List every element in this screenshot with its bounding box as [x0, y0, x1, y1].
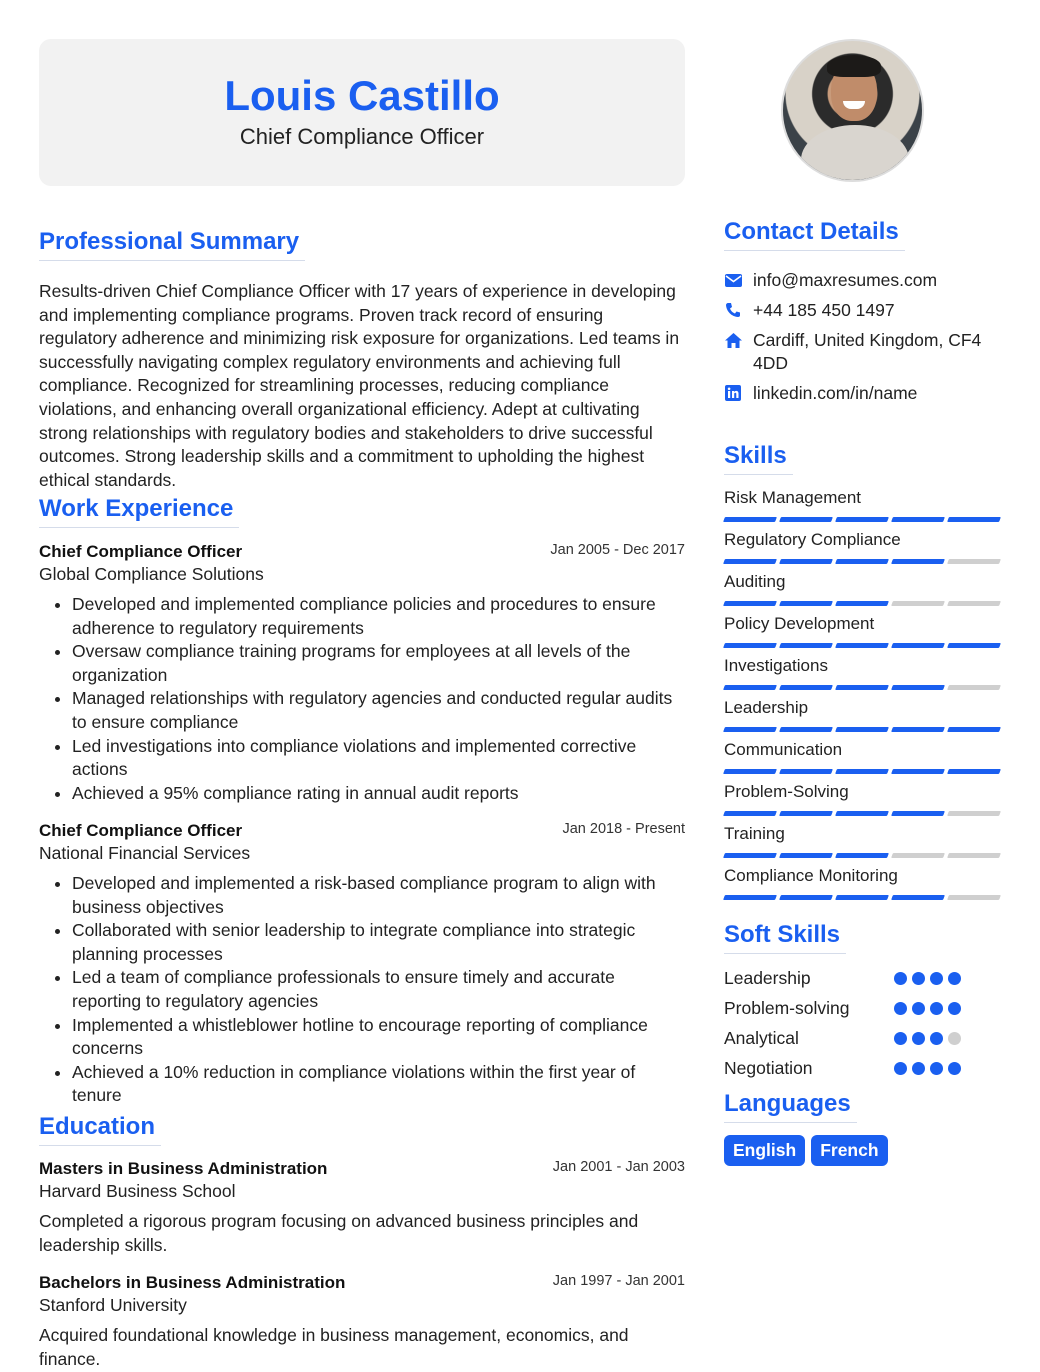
skill-level-segment [835, 517, 889, 522]
job-bullet: • Led a team of compliance professionals to ensure timely and accurate reporting to regulatory agencies [72, 966, 685, 1013]
soft-skills-heading: Soft Skills [724, 921, 846, 954]
rating-dot [912, 1002, 925, 1015]
skill-name: Leadership [724, 698, 809, 717]
skill-level-segment [835, 685, 889, 690]
skill-level-segment [723, 685, 777, 690]
skill-level-segment [723, 559, 777, 564]
skill-level-bar [724, 643, 1004, 648]
skill-name: Compliance Monitoring [724, 866, 898, 885]
skill-name: Training [724, 824, 785, 843]
rating-dot [912, 1032, 925, 1045]
skill-level-segment [723, 727, 777, 732]
summary-text: Results-driven Chief Compliance Officer with 17 years of experience in developing and implementing compliance programs. Proven track record of ensuring regulatory adherence and minimizing risk exposure for organizations. Led teams in successfully navigating complex regulatory environments and achieving full compliance. Recognized for streamlining processes, reducing compliance violations, and enhancing overall organizational efficiency. Adept at cultivating strong relationships with regulatory bodies and stakeholders to drive successful outcomes. Strong leadership skills and a commitment to upholding the highest ethical standards. [39, 281, 680, 490]
linkedin-icon [724, 384, 742, 402]
education-section [39, 1113, 161, 1146]
job-bullets [39, 593, 685, 805]
skill-level-segment [891, 769, 945, 774]
skill-level-segment [947, 727, 1001, 732]
skill-level-bar [724, 601, 1004, 606]
soft-skill-rating [894, 972, 980, 985]
skill-level-segment [835, 853, 889, 858]
rating-dot [912, 1062, 925, 1075]
skill-item [724, 866, 1004, 900]
skill-level-segment [779, 643, 833, 648]
skill-level-segment [779, 685, 833, 690]
rating-dot [948, 1062, 961, 1075]
skill-level-bar [724, 517, 1004, 522]
skill-level-bar [724, 769, 1004, 774]
soft-skill-name: Problem-solving [724, 997, 850, 1018]
job-bullet: • Collaborated with senior leadership to integrate compliance into strategic planning processes [72, 919, 685, 966]
skill-level-segment [779, 811, 833, 816]
skill-name: Regulatory Compliance [724, 530, 901, 549]
contact-address [724, 329, 1004, 375]
degree-title: Masters in Business Administration [39, 1159, 328, 1178]
skill-item [724, 488, 1004, 522]
language-tag: French [811, 1135, 887, 1166]
soft-skills-list [724, 963, 980, 1083]
resume-header [39, 39, 685, 186]
skill-level-bar [724, 727, 1004, 732]
skill-item [724, 530, 1004, 564]
skill-level-segment [723, 811, 777, 816]
skill-level-segment [947, 643, 1001, 648]
rating-dot [894, 1062, 907, 1075]
skill-item [724, 824, 1004, 858]
skill-level-segment [835, 769, 889, 774]
skill-item [724, 572, 1004, 606]
job-entry [39, 542, 685, 805]
degree-title: Bachelors in Business Administration [39, 1273, 346, 1292]
phone-text: +44 185 450 1497 [753, 300, 895, 320]
skill-level-segment [947, 601, 1001, 606]
job-bullet: • Achieved a 95% compliance rating in annual audit reports [72, 782, 685, 806]
skill-level-segment [723, 769, 777, 774]
skill-level-segment [835, 643, 889, 648]
job-title: Chief Compliance Officer [39, 542, 243, 561]
skill-level-segment [835, 559, 889, 564]
experience-heading: Work Experience [39, 495, 239, 528]
rating-dot [948, 1002, 961, 1015]
skill-level-bar [724, 685, 1004, 690]
rating-dot [930, 1002, 943, 1015]
languages-section [724, 1090, 857, 1123]
soft-skill-name: Leadership [724, 967, 811, 988]
rating-dot [930, 1062, 943, 1075]
skill-item [724, 740, 1004, 774]
rating-dot [930, 972, 943, 985]
soft-skill-item [724, 993, 980, 1023]
skill-level-segment [891, 601, 945, 606]
contact-heading: Contact Details [724, 218, 905, 251]
skill-level-segment [723, 601, 777, 606]
job-company: Global Compliance Solutions [39, 564, 264, 584]
skill-level-segment [835, 811, 889, 816]
soft-skill-item [724, 963, 980, 993]
skill-level-segment [891, 685, 945, 690]
skill-name: Auditing [724, 572, 786, 591]
soft-skill-rating [894, 1002, 980, 1015]
job-bullet: • Managed relationships with regulatory agencies and conducted regular audits to ensure compliance [72, 687, 685, 734]
education-heading: Education [39, 1113, 161, 1146]
rating-dot [894, 1032, 907, 1045]
candidate-name: Louis Castillo [224, 72, 500, 119]
address-text: Cardiff, United Kingdom, CF4 4DD [753, 330, 982, 373]
skill-level-segment [947, 895, 1001, 900]
skill-level-segment [779, 769, 833, 774]
skill-level-segment [891, 559, 945, 564]
profile-photo [781, 39, 924, 182]
skill-level-segment [947, 559, 1001, 564]
rating-dot [894, 972, 907, 985]
education-entry [39, 1159, 685, 1257]
skill-name: Problem-Solving [724, 782, 849, 801]
skill-level-segment [835, 727, 889, 732]
contact-list [724, 269, 1004, 412]
skill-level-segment [723, 643, 777, 648]
skill-level-segment [835, 895, 889, 900]
skill-level-segment [947, 811, 1001, 816]
rating-dot [894, 1002, 907, 1015]
education-date: Jan 1997 - Jan 2001 [552, 1273, 685, 1289]
candidate-title: Chief Compliance Officer [239, 124, 485, 149]
skill-level-segment [723, 517, 777, 522]
skill-level-segment [835, 601, 889, 606]
rating-dot [948, 1032, 961, 1045]
job-entry [39, 821, 685, 1108]
school-name: Harvard Business School [39, 1181, 236, 1201]
skill-level-segment [779, 559, 833, 564]
job-bullet: • Achieved a 10% reduction in compliance violations within the first year of tenure [72, 1061, 685, 1108]
job-bullet: • Developed and implemented a risk-based compliance program to align with business objectives [72, 872, 685, 919]
soft-skill-rating [894, 1032, 980, 1045]
skill-level-segment [891, 517, 945, 522]
skills-heading: Skills [724, 442, 793, 475]
job-date: Jan 2005 - Dec 2017 [550, 542, 685, 558]
job-bullet: • Led investigations into compliance violations and implemented corrective actions [72, 735, 685, 782]
skill-item [724, 782, 1004, 816]
skill-level-segment [947, 517, 1001, 522]
languages-heading: Languages [724, 1090, 857, 1123]
skill-level-segment [779, 853, 833, 858]
job-title: Chief Compliance Officer [39, 821, 243, 840]
soft-skill-rating [894, 1062, 980, 1075]
education-entry [39, 1273, 685, 1371]
skill-item [724, 614, 1004, 648]
contact-email[interactable] [724, 269, 1004, 292]
contact-linkedin[interactable] [724, 382, 1004, 405]
phone-icon [724, 301, 742, 319]
envelope-icon [724, 271, 742, 289]
skills-section [724, 442, 793, 475]
soft-skill-name: Negotiation [724, 1057, 813, 1078]
skill-level-segment [779, 517, 833, 522]
job-bullet: • Oversaw compliance training programs for employees at all levels of the organization [72, 640, 685, 687]
skill-level-bar [724, 853, 1004, 858]
education-description: Completed a rigorous program focusing on advanced business principles and leadership skills. [39, 1211, 639, 1255]
skill-level-bar [724, 559, 1004, 564]
skill-name: Policy Development [724, 614, 875, 633]
summary-heading: Professional Summary [39, 228, 305, 261]
skill-level-bar [724, 895, 1004, 900]
skill-name: Risk Management [724, 488, 862, 507]
skill-level-segment [723, 853, 777, 858]
skill-level-bar [724, 811, 1004, 816]
experience-section [39, 495, 239, 528]
contact-phone[interactable] [724, 299, 1004, 322]
home-icon [724, 331, 742, 349]
skill-level-segment [947, 769, 1001, 774]
skill-level-segment [779, 727, 833, 732]
skill-level-segment [947, 685, 1001, 690]
skill-item [724, 698, 1004, 732]
job-bullet: • Developed and implemented compliance policies and procedures to ensure adherence to regulatory requirements [72, 593, 685, 640]
rating-dot [912, 972, 925, 985]
soft-skill-item [724, 1023, 980, 1053]
skill-level-segment [723, 895, 777, 900]
languages-list [724, 1135, 888, 1166]
skill-level-segment [779, 895, 833, 900]
skill-level-segment [891, 727, 945, 732]
rating-dot [930, 1032, 943, 1045]
contact-section [724, 218, 905, 251]
education-date: Jan 2001 - Jan 2003 [552, 1159, 685, 1175]
email-text: info@maxresumes.com [753, 270, 938, 290]
job-company: National Financial Services [39, 843, 251, 863]
skills-list [724, 488, 1004, 908]
skill-name: Communication [724, 740, 843, 759]
skill-level-segment [891, 895, 945, 900]
job-bullets [39, 872, 685, 1108]
summary-section [39, 228, 305, 261]
skill-item [724, 656, 1004, 690]
skill-level-segment [891, 643, 945, 648]
skill-level-segment [891, 853, 945, 858]
skill-level-segment [947, 853, 1001, 858]
skill-name: Investigations [724, 656, 828, 675]
skill-level-segment [779, 601, 833, 606]
school-name: Stanford University [39, 1295, 187, 1315]
soft-skill-item [724, 1053, 980, 1083]
linkedin-text: linkedin.com/in/name [753, 383, 918, 403]
job-bullet: • Implemented a whistleblower hotline to encourage reporting of compliance concerns [72, 1014, 685, 1061]
education-description: Acquired foundational knowledge in business management, economics, and finance. [39, 1325, 629, 1369]
job-date: Jan 2018 - Present [562, 821, 685, 837]
soft-skill-name: Analytical [724, 1027, 799, 1048]
soft-skills-section [724, 921, 846, 954]
language-tag: English [724, 1135, 805, 1166]
rating-dot [948, 972, 961, 985]
skill-level-segment [891, 811, 945, 816]
